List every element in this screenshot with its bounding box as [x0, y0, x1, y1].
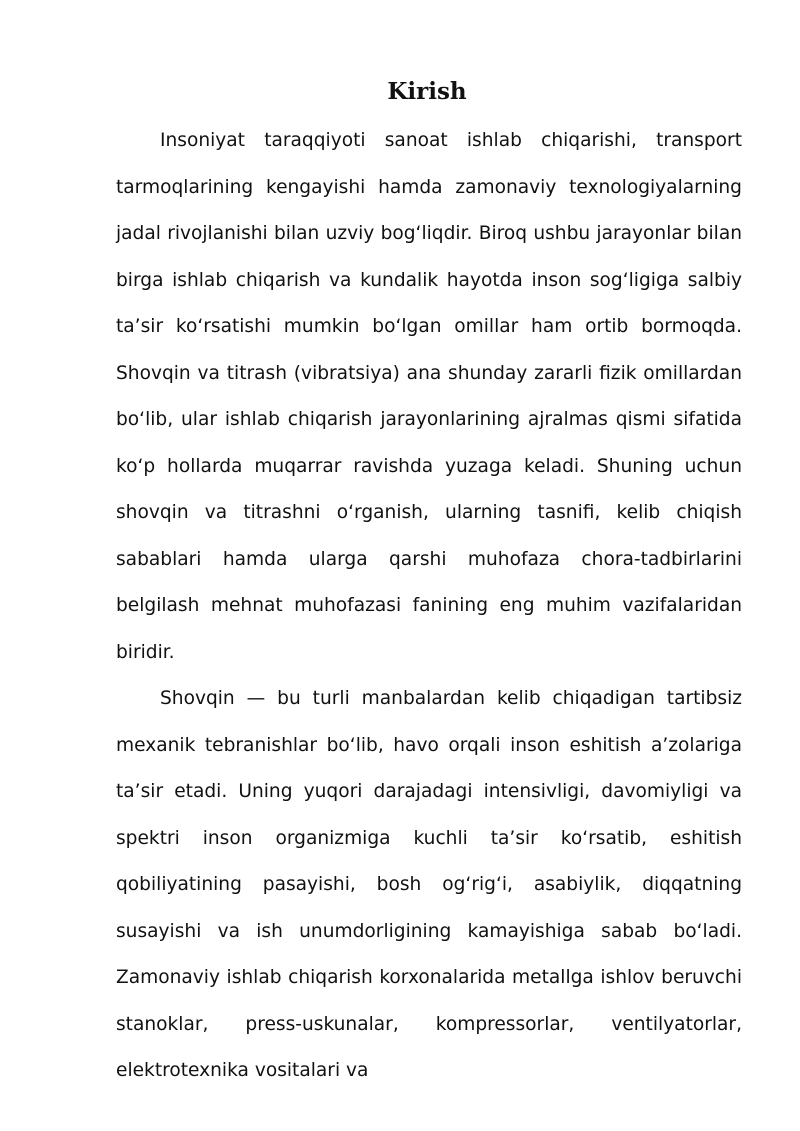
body-text — [116, 118, 742, 1095]
paragraph-intro: Insoniyat taraqqiyoti sanoat ishlab chiqarishi, transport tarmoqlarining kengayishi hamda zamonaviy texnologiyalarning jadal rivojlanishi bilan uzviy bog‘liqdir. Biroq ushbu jarayonlar bilan birga ishlab chiqarish va kundalik hayotda inson sog‘ligiga salbiy ta’sir ko‘rsatishi mumkin bo‘lgan omillar ham ortib bormoqda. Shovqin va titrash (vibratsiya) ana shunday zararli fizik omillardan bo‘lib, ular ishlab chiqarish jarayonlarining ajralmas qismi sifatida ko‘p hollarda muqarrar ravishda yuzaga keladi. Shuning uchun shovqin va titrashni o‘rganish, ularning tasnifi, kelib chiqish sabablari hamda ularga qarshi muhofaza chora-tadbirlarini belgilash mehnat muhofazasi fanining eng muhim vazifalaridan biridir. — [116, 130, 742, 663]
paragraph-noise-definition: Shovqin — bu turli manbalardan kelib chiqadigan tartibsiz mexanik tebranishlar bo‘lib, havo orqali inson eshitish a’zolariga ta’sir etadi. Uning yuqori darajadagi intensivligi, davomiyligi va spektri inson organizmiga kuchli ta’sir ko‘rsatib, eshitish qobiliyatining pasayishi, bosh og‘rig‘i, asabiylik, diqqatning susayishi va ish unumdorligining kamayishiga sabab bo‘ladi. Zamonaviy ishlab chiqarish korxonalarida metallga ishlov beruvchi stanoklar, press-uskunalar, kompressorlar, ventilyatorlar, elektrotexnika vositalari va — [116, 688, 742, 1081]
page-title: Kirish — [387, 78, 467, 105]
